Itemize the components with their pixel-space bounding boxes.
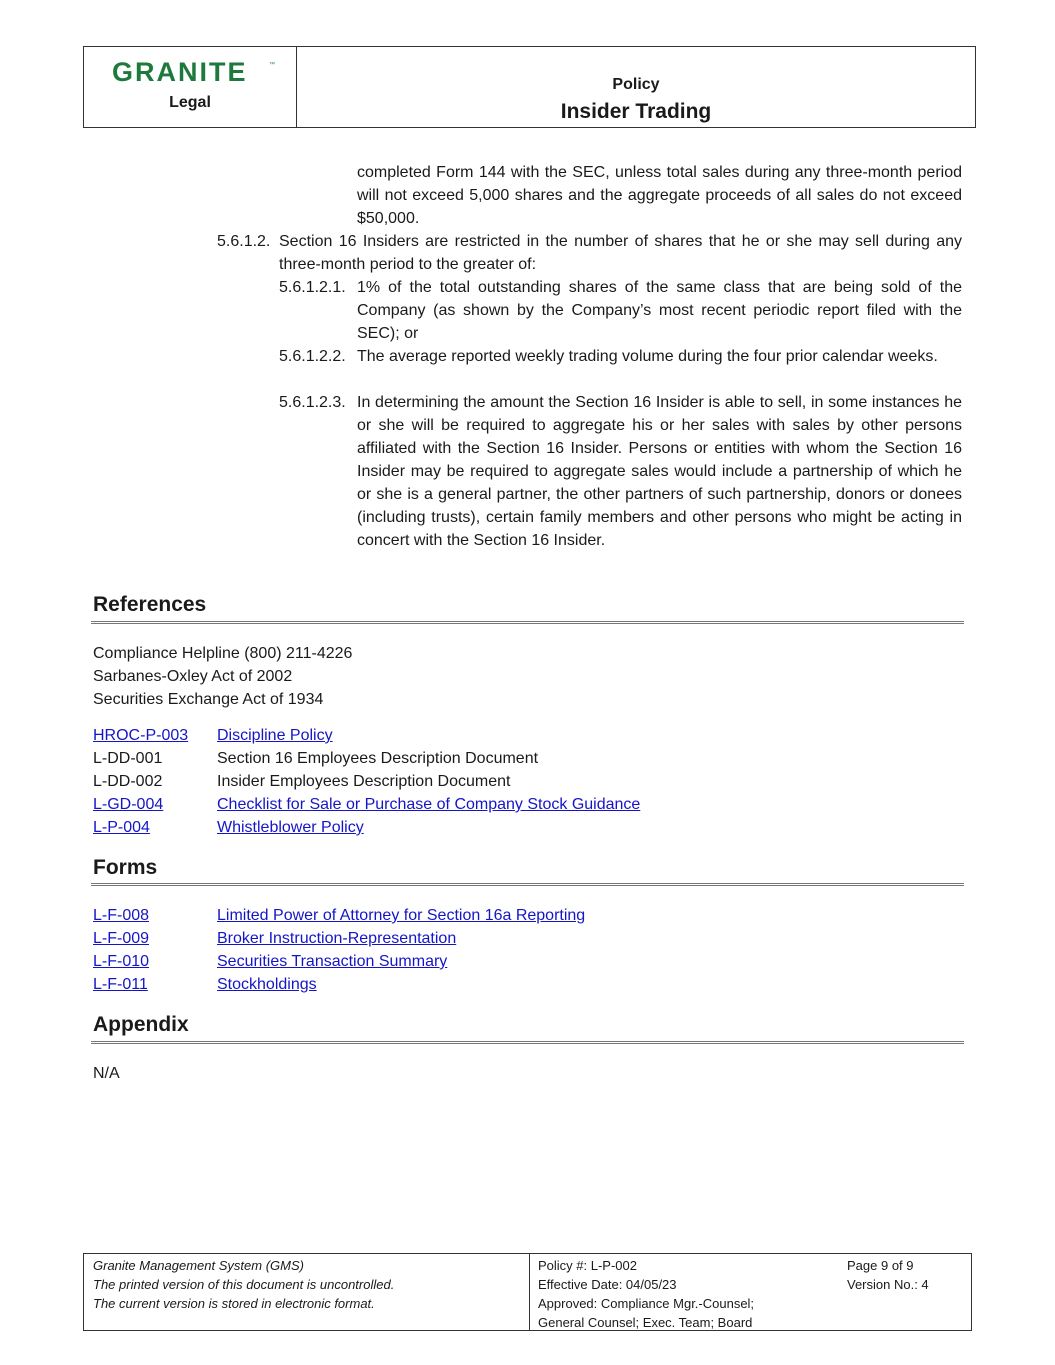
svg-text:™: ™: [269, 62, 275, 68]
doc-code: L-DD-001: [93, 750, 163, 767]
reference-line: Compliance Helpline (800) 211-4226: [93, 645, 353, 662]
section-divider: [91, 1041, 964, 1044]
effective-date: Effective Date: 04/05/23: [538, 1277, 677, 1292]
form-link-l-f-009[interactable]: [93, 927, 456, 950]
subitem-text: The average reported weekly trading volume during the four prior calendar weeks.: [357, 348, 938, 365]
item-number: 5.6.1.2.: [217, 233, 271, 250]
reference-line: Securities Exchange Act of 1934: [93, 691, 324, 708]
footer-right-cell: [840, 1254, 971, 1330]
header-right-cell: [297, 47, 975, 127]
doc-code[interactable]: L-F-008: [93, 907, 150, 924]
department-label: Legal: [169, 94, 211, 111]
document-footer: [83, 1253, 972, 1331]
doc-code: L-DD-002: [93, 773, 163, 790]
subitem-text: In determining the amount the Section 16 Insider is able to sell, in some instances he or she will be required to aggregate his or her sales with sales by other persons affiliated with the Section 16 Insider. Persons or entities with whom the Section 16 Insider may be required to aggregate sales would include a partnership of which he or she is a general partner, the other partners of such partnership, donors or donees (including trusts), certain family members and other persons who might be acting in concert with the Section 16 Insider.: [357, 394, 962, 549]
approved-by: Approved: Compliance Mgr.-Counsel;: [538, 1296, 755, 1311]
form-link-l-f-010[interactable]: [93, 950, 447, 973]
footer-electronic-note: The current version is stored in electronic format.: [93, 1296, 375, 1311]
doc-title[interactable]: Limited Power of Attorney for Section 16a Reporting: [217, 907, 586, 924]
continuation-paragraph: completed Form 144 with the SEC, unless total sales during any three-month period will not exceed 5,000 shares and the aggregate proceeds of all sales do not exceed $50,000.: [357, 164, 962, 227]
doc-code[interactable]: L-F-009: [93, 930, 150, 947]
subitem-number: 5.6.1.2.3.: [279, 394, 346, 411]
doc-title[interactable]: Broker Instruction-Representation: [217, 930, 457, 947]
appendix-heading: Appendix: [93, 1013, 189, 1036]
appendix-text: N/A: [93, 1065, 120, 1082]
doc-code[interactable]: L-P-004: [93, 819, 150, 836]
forms-heading: Forms: [93, 856, 158, 879]
reference-item: [93, 770, 510, 793]
section-divider: [91, 883, 964, 886]
doc-code[interactable]: L-F-011: [93, 976, 148, 993]
footer-uncontrolled-note: The printed version of this document is uncontrolled.: [93, 1277, 395, 1292]
reference-item: [93, 747, 538, 770]
doc-code[interactable]: L-GD-004: [93, 796, 164, 813]
page-title: Insider Trading: [560, 100, 712, 123]
section-divider: [91, 621, 964, 624]
doc-title[interactable]: Stockholdings: [217, 976, 317, 993]
form-link-l-f-008[interactable]: [93, 904, 585, 927]
granite-logo: [110, 57, 280, 87]
subitem-number: 5.6.1.2.2.: [279, 348, 346, 365]
form-link-l-f-011[interactable]: [93, 973, 317, 996]
doc-code[interactable]: L-F-010: [93, 953, 150, 970]
doc-title: Insider Employees Description Document: [217, 773, 511, 790]
footer-middle-cell: [530, 1254, 840, 1330]
approved-by-cont: General Counsel; Exec. Team; Board: [538, 1315, 753, 1330]
subitem-number: 5.6.1.2.1.: [279, 279, 346, 296]
doc-title[interactable]: Securities Transaction Summary: [217, 953, 448, 970]
version-number: Version No.: 4: [847, 1277, 929, 1292]
policy-number: Policy #: L-P-002: [538, 1258, 637, 1273]
doc-title[interactable]: Discipline Policy: [217, 727, 333, 744]
doc-title[interactable]: Checklist for Sale or Purchase of Company Stock Guidance: [217, 796, 641, 813]
references-heading: References: [93, 593, 207, 616]
subitem-text: 1% of the total outstanding shares of the same class that are being sold of the Company (as shown by the Company’s most recent periodic report filed with the SEC); or: [357, 279, 962, 342]
doc-title[interactable]: Whistleblower Policy: [217, 819, 364, 836]
reference-link-l-gd-004[interactable]: [93, 793, 640, 816]
item-text: Section 16 Insiders are restricted in the number of shares that he or she may sell during any three-month period to the greater of:: [279, 233, 962, 273]
footer-left-cell: [84, 1254, 530, 1330]
document-header: [83, 46, 976, 128]
reference-link-l-p-004[interactable]: [93, 816, 364, 839]
doc-title: Section 16 Employees Description Document: [217, 750, 539, 767]
doc-code[interactable]: HROC-P-003: [93, 727, 189, 744]
header-left-cell: [84, 47, 297, 127]
svg-text:GRANITE: GRANITE: [112, 57, 248, 87]
footer-system-name: Granite Management System (GMS): [93, 1258, 304, 1273]
reference-line: Sarbanes-Oxley Act of 2002: [93, 668, 293, 685]
page-number: Page 9 of 9: [847, 1258, 914, 1273]
reference-link-hroc-p-003[interactable]: [93, 724, 333, 747]
doc-kind: Policy: [612, 76, 660, 93]
